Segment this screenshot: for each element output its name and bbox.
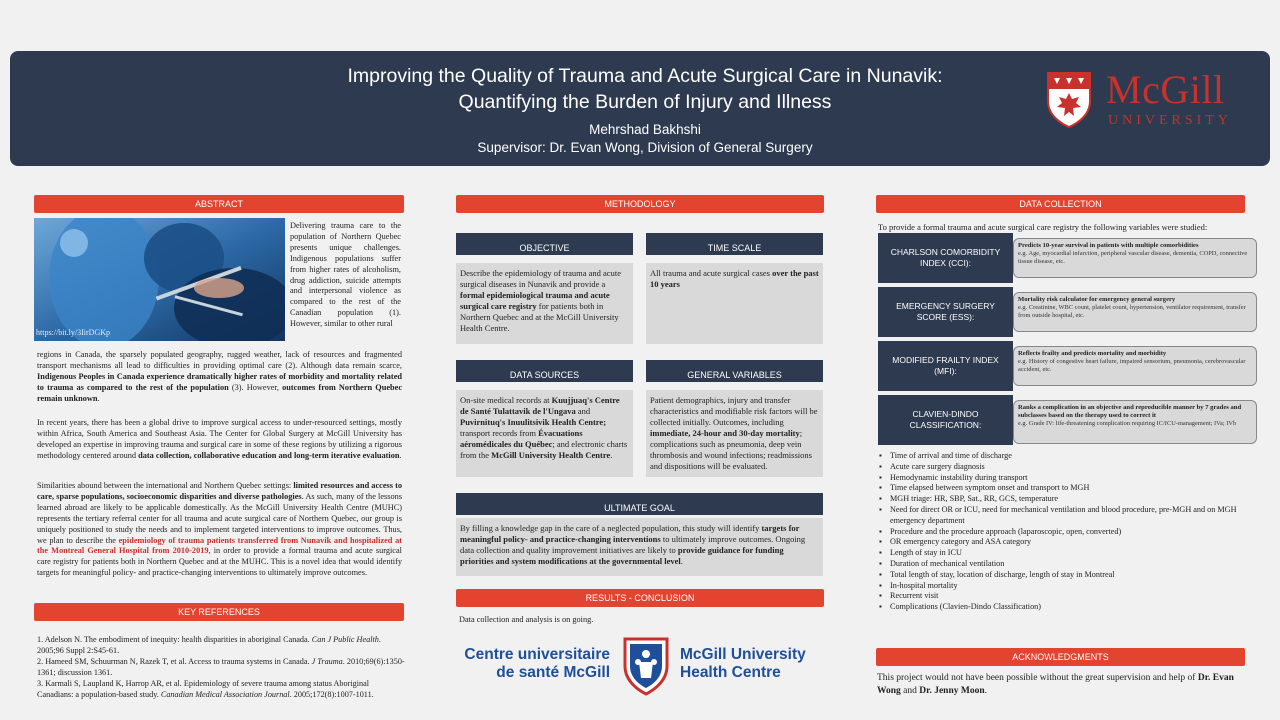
objective-heading: OBJECTIVE bbox=[456, 233, 633, 255]
results-text: Data collection and analysis is on going. bbox=[459, 615, 594, 624]
acknowledgments-text: This project would not have been possible without the great supervision and help of Dr. Evan Wong and Dr. Jenny Moon. bbox=[877, 673, 1234, 696]
list-item: ▪ MGH triage: HR, SBP, Sat., RR, GCS, temperature bbox=[878, 494, 1248, 505]
methodology-heading: METHODOLOGY bbox=[456, 195, 824, 213]
cci-label: CHARLSON COMORBIDITY INDEX (CCI): bbox=[878, 233, 1013, 283]
data-collection-heading: DATA COLLECTION bbox=[876, 195, 1245, 213]
clavien-dindo-description: Ranks a complication in an objective and reproducible manner by 7 grades and subclasses based on the therapy used to correct it e.g. Grade IV: life-threatening complication requiring IC/ICU-management; IVa; IVb bbox=[1013, 400, 1257, 444]
list-item: ▪ Procedure and the procedure approach (laparoscopic, open, converted) bbox=[878, 527, 1248, 538]
references-heading: KEY REFERENCES bbox=[34, 603, 404, 621]
mcgill-university-label: UNIVERSITY bbox=[1108, 113, 1232, 128]
mcgill-shield-icon bbox=[1046, 71, 1092, 129]
muhc-english-name: McGill University Health Centre bbox=[680, 646, 806, 681]
list-item: ▪ Total length of stay, location of discharge, length of stay in Montreal bbox=[878, 570, 1248, 581]
list-item: ▪ Time of arrival and time of discharge bbox=[878, 451, 1248, 462]
cci-description: Predicts 10-year survival in patients with multiple comorbidities e.g. Age, myocardial infarction, peripheral vascular disease, dementia, COPD, connective tissue disease, etc. bbox=[1013, 238, 1257, 278]
muhc-shield-icon bbox=[622, 636, 670, 696]
list-item: ▪ In-hospital mortality bbox=[878, 581, 1248, 592]
mcgill-wordmark: McGill bbox=[1106, 67, 1225, 112]
general-variables-box: Patient demographics, injury and transfer characteristics and modifiable risk factors will be collected initially. Outcomes, including immediate, 24-hour and 30-day mortality; complications such as pneumonia, deep vein thrombosis and wound infections; readmissions and dispositions will be evaluated. bbox=[646, 390, 823, 477]
list-item: ▪ Time elapsed between symptom onset and transport to MGH bbox=[878, 483, 1248, 494]
mfi-label: MODIFIED FRAILTY INDEX (MFI): bbox=[878, 341, 1013, 391]
reference-2: 2. Hameed SM, Schuurman N, Razek T, et al. Access to trauma systems in Canada. J Trauma. 2010;69(6):1350-1361; discussion 1361. bbox=[37, 657, 405, 677]
ultimate-goal-box: By filling a knowledge gap in the care of a neglected population, this study will identify targets for meaningful policy- and practice-changing interventions to ultimately improve outcomes. Ongoing data collection and quality improvement initiatives are likely to provide guidance for funding priorities and system modifications at the governmental level. bbox=[456, 518, 823, 576]
abstract-paragraph-3: Similarities abound between the international and Northern Quebec settings: limited resources and access to care, sparse populations, socioeconomic disparities and diverse pathologies. As such, many of the lessons learned abroad are likely to be applicable domestically. As the McGill University Health Centre (MUHC) represents the tertiary referral center for all trauma and acute surgical care of Northern Quebec, our group is uniquely positioned to study the needs and to implement targeted interventions to improve outcomes. Thus, we plan to describe the epidemiology of trauma patients transferred from Nunavik and hospitalized at the Montreal General Hospital from 2010-2019, in order to provide a formal trauma and acute surgical care registry for patients both in Northern Quebec and at the MUHC. This is a novel idea that would identify targets for meaningful policy- and practice-changing interventions to ultimately improve outcomes. bbox=[37, 481, 402, 578]
list-item: ▪ Acute care surgery diagnosis bbox=[878, 462, 1248, 473]
poster-header bbox=[10, 51, 1270, 166]
muhc-logo bbox=[460, 634, 820, 698]
general-variables-heading: GENERAL VARIABLES bbox=[646, 360, 823, 382]
data-sources-box: On-site medical records at Kuujjuaq's Centre de Santé Tulattavik de l'Ungava and Puvirnituq's Inuulitsivik Health Centre; transport records from Évacuations aéromédicales du Québec; and electronic charts from the McGill University Health Centre. bbox=[456, 390, 633, 477]
data-sources-heading: DATA SOURCES bbox=[456, 360, 633, 382]
abstract-paragraph-2: In recent years, there has been a global drive to improve surgical access to under-resourced settings, mostly within Africa, South America and Southeast Asia. The Center for Global Surgery at McGill University has developed an expertise in improving trauma and surgical care in some of these regions by utilizing a rigorous methodology centered around data collection, collaborative education and long-term iterative evaluation. bbox=[37, 418, 402, 460]
acknowledgments-heading: ACKNOWLEDGMENTS bbox=[876, 648, 1245, 666]
list-item: ▪ Need for direct OR or ICU, need for mechanical ventilation and blood procedure, pre-MGH and on MGH emergency department bbox=[878, 505, 1248, 527]
mfi-description: Reflects frailty and predicts mortality and morbidity e.g. History of congestive heart failure, impaired sensorium, pneumonia, cerebrovascular accident, etc. bbox=[1013, 346, 1257, 386]
objective-box: Describe the epidemiology of trauma and acute surgical diseases in Nunavik and provide a formal epidemiological trauma and acute surgical care registry for patients both in Northern Quebec and at the McGill University Health Centre. bbox=[456, 263, 633, 344]
time-scale-heading: TIME SCALE bbox=[646, 233, 823, 255]
ultimate-goal-heading: ULTIMATE GOAL bbox=[456, 493, 823, 515]
ess-label: EMERGENCY SURGERY SCORE (ESS): bbox=[878, 287, 1013, 337]
abstract-wrap-text: Delivering trauma care to the population of Northern Quebec presents unique challenges. Indigenous populations suffer from higher rates of alcoholism, drug addiction, suicide attempts and interpersonal violence as compared to the rest of the Canadian population (1). However, similar to other rural bbox=[290, 221, 401, 329]
title-line-2: Quantifying the Burden of Injury and Illness bbox=[458, 91, 832, 113]
reference-3: 3. Karmali S, Laupland K, Harrop AR, et al. Epidemiology of severe trauma among status Aboriginal Canadians: a population-based study. Canadian Medical Association Journal. 2005;172(8):1007-1011. bbox=[37, 679, 374, 699]
clavien-dindo-label: CLAVIEN-DINDO CLASSIFICATION: bbox=[878, 395, 1013, 445]
abstract-heading: ABSTRACT bbox=[34, 195, 404, 213]
list-item: ▪ OR emergency category and ASA category bbox=[878, 537, 1248, 548]
list-item: ▪ Hemodynamic instability during transport bbox=[878, 473, 1248, 484]
list-item: ▪ Recurrent visit bbox=[878, 591, 1248, 602]
variables-list bbox=[878, 451, 1248, 613]
title-line-1: Improving the Quality of Trauma and Acute Surgical Care in Nunavik: bbox=[347, 65, 943, 87]
ess-description: Mortality risk calculator for emergency general surgery e.g. Creatinine, WBC count, platelet count, hypertension, ventilator requirement, transfer from outside hospital, etc. bbox=[1013, 292, 1257, 332]
author-name: Mehrshad Bakhshi bbox=[589, 122, 701, 137]
results-heading: RESULTS - CONCLUSION bbox=[456, 589, 824, 607]
surgery-image bbox=[34, 218, 285, 341]
list-item: ▪ Length of stay in ICU bbox=[878, 548, 1248, 559]
time-scale-box: All trauma and acute surgical cases over the past 10 years bbox=[646, 263, 823, 344]
reference-1: 1. Adelson N. The embodiment of inequity: health disparities in aboriginal Canada. Can J Public Health. 2005;96 Suppl 2:S45-61. bbox=[37, 635, 381, 655]
author-block bbox=[220, 121, 1070, 157]
poster-title bbox=[220, 63, 1070, 115]
surgery-photo bbox=[34, 218, 285, 341]
mcgill-logo bbox=[1046, 67, 1260, 135]
data-collection-intro: To provide a formal trauma and acute surgical care registry the following variables were studied: bbox=[878, 222, 1208, 232]
list-item: ▪ Duration of mechanical ventilation bbox=[878, 559, 1248, 570]
photo-caption: https://bit.ly/3IirDGKp bbox=[36, 328, 110, 337]
references-list bbox=[37, 634, 405, 700]
list-item: ▪ Complications (Clavien-Dindo Classification) bbox=[878, 602, 1248, 613]
muhc-french-name: Centre universitaire de santé McGill bbox=[464, 646, 610, 681]
supervisor-line: Supervisor: Dr. Evan Wong, Division of General Surgery bbox=[477, 140, 813, 155]
abstract-paragraph-1: regions in Canada, the sparsely populated geography, rugged weather, lack of resources and fragmented transport mechanisms all lead to difficulties in providing optimal care (2). Although data remain scarce, Indigenous Peoples in Canada experience dramatically higher rates of morbidity and mortality related to trauma as compared to the rest of the population (3). However, outcomes from Northern Quebec remain unknown. bbox=[37, 350, 403, 403]
